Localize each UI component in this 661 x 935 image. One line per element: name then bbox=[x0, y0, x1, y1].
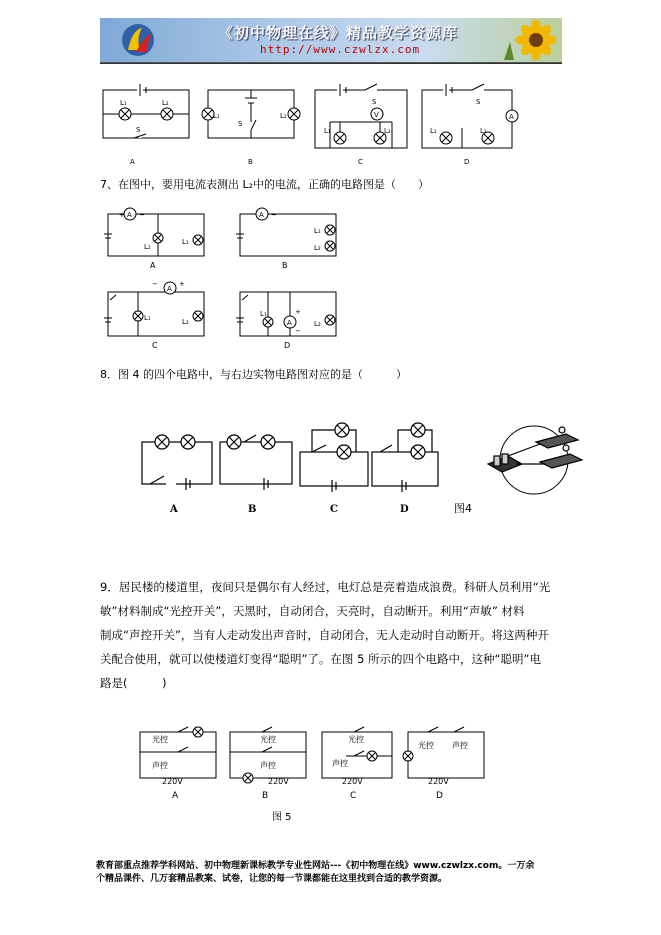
q9-label-a: A bbox=[172, 791, 179, 801]
top-d-l2: L₂ bbox=[480, 127, 487, 135]
q9-line: 路是( ) bbox=[100, 676, 167, 690]
footer-line-1: 教育部重点推荐学科网站、初中物理新课标教学专业性网站---《初中物理在线》www.czwlzx.com。一万余 bbox=[96, 861, 535, 871]
top-c-v: V bbox=[374, 111, 379, 119]
q7-a-l2: L₂ bbox=[144, 243, 151, 251]
q7-a-minus: − bbox=[139, 211, 145, 219]
q7-label-a: A bbox=[150, 261, 156, 270]
top-c-l2: L₂ bbox=[384, 127, 391, 135]
q7-a-l1: L₁ bbox=[182, 238, 189, 246]
question-7-text: 7、在图中，要用电流表测出 L₂中的电流，正确的电路图是（ ） bbox=[100, 178, 430, 191]
q8-caption: 图4 bbox=[454, 502, 472, 515]
sunflower-icon bbox=[496, 20, 556, 60]
top-b-l2: L₂ bbox=[280, 112, 287, 120]
q8-label-a: A bbox=[170, 504, 178, 515]
figure-q8-circuits bbox=[136, 418, 586, 518]
q9-d-volt: 220V bbox=[428, 777, 449, 786]
q9-b-sheng: 声控 bbox=[260, 761, 276, 770]
q7-d-plus: + bbox=[295, 308, 301, 316]
q9-line: 9．居民楼的楼道里，夜间只是偶尔有人经过，电灯总是亮着造成浪费。科研人员利用“光 bbox=[100, 580, 551, 594]
q9-label-c: C bbox=[350, 791, 357, 801]
q7-b-minus: − bbox=[271, 211, 277, 219]
q9-c-sheng: 声控 bbox=[332, 759, 348, 768]
q8-label-c: C bbox=[330, 504, 338, 515]
circuit-d-top bbox=[422, 84, 518, 148]
header-banner bbox=[100, 18, 562, 63]
top-d-l1: L₁ bbox=[430, 127, 437, 135]
q7-c-ammeter: A bbox=[167, 285, 172, 293]
q7-c-plus: + bbox=[179, 280, 185, 288]
q7-b-l2: L₂ bbox=[314, 244, 321, 252]
question-8-text: 8．图 4 的四个电路中，与右边实物电路图对应的是（ ） bbox=[100, 368, 407, 381]
top-b-l1: L₁ bbox=[213, 112, 220, 120]
top-label-d: D bbox=[464, 158, 470, 166]
top-a-l2: L₂ bbox=[162, 99, 169, 107]
top-c-s: S bbox=[372, 98, 377, 106]
top-d-s: S bbox=[476, 98, 481, 106]
header-rule bbox=[100, 63, 562, 64]
figure-top-circuits bbox=[100, 78, 540, 168]
q7-c-l1: L₁ bbox=[144, 314, 151, 322]
q7-d-ammeter: A bbox=[287, 319, 292, 327]
site-logo-icon bbox=[118, 22, 158, 58]
question-9-text bbox=[100, 575, 570, 695]
q7-b-l1: L₁ bbox=[314, 227, 321, 235]
q9-a-guang: 光控 bbox=[152, 735, 168, 744]
q7-label-d: D bbox=[284, 341, 291, 350]
q9-line: 关配合使用，就可以使楼道灯变得“聪明”了。在图 5 所示的四个电路中，这种“聪明”电 bbox=[100, 652, 541, 666]
q7-d-minus: − bbox=[295, 327, 301, 335]
q9-c-volt: 220V bbox=[342, 777, 363, 786]
q9-c-guang: 光控 bbox=[348, 735, 364, 744]
q9-b-guang: 光控 bbox=[260, 735, 276, 744]
figure-q7-circuits bbox=[100, 200, 360, 358]
q7-label-c: C bbox=[152, 341, 158, 350]
q9-caption: 图 5 bbox=[272, 812, 292, 823]
footer-line-2: 个精品课件、几万套精品教案、试卷，让您的每一节课都能在这里找到合适的教学资源。 bbox=[96, 874, 448, 884]
q7-label-b: B bbox=[282, 261, 288, 270]
q7-d-l2: L₂ bbox=[314, 320, 321, 328]
circuit-c-top bbox=[315, 84, 407, 148]
q7-b-ammeter: A bbox=[259, 211, 264, 219]
q9-d-guang: 光控 bbox=[418, 741, 434, 750]
q8-label-d: D bbox=[400, 504, 409, 515]
q9-a-volt: 220V bbox=[162, 777, 183, 786]
figure-q9-circuits bbox=[136, 722, 496, 832]
q9-line: 制成“声控开关”，当有人走动发出声音时，自动闭合，无人走动时自动断开。将这两种开 bbox=[100, 628, 549, 642]
top-d-a: A bbox=[509, 113, 514, 121]
top-label-a: A bbox=[130, 158, 135, 166]
circuit-a-top bbox=[103, 84, 189, 138]
top-a-l1: L₁ bbox=[120, 99, 127, 107]
q7-d-l1: L₁ bbox=[260, 310, 267, 318]
q7-a-ammeter: A bbox=[127, 211, 132, 219]
q9-line: 敏”材料制成“光控开关”，天黑时，自动闭合，天亮时，自动断开。利用“声敏” 材料 bbox=[100, 604, 525, 618]
q9-b-volt: 220V bbox=[268, 777, 289, 786]
q9-d-sheng: 声控 bbox=[452, 741, 468, 750]
top-label-c: C bbox=[358, 158, 363, 166]
top-b-s: S bbox=[238, 120, 243, 128]
top-label-b: B bbox=[248, 158, 253, 166]
q9-label-d: D bbox=[436, 791, 443, 801]
q7-c-l2: L₂ bbox=[182, 318, 189, 326]
q7-a-plus: + bbox=[119, 211, 125, 219]
top-a-s: S bbox=[136, 126, 141, 134]
q9-label-b: B bbox=[262, 791, 269, 801]
q8-label-b: B bbox=[248, 504, 257, 515]
q9-a-sheng: 声控 bbox=[152, 761, 168, 770]
page-footer bbox=[96, 860, 576, 886]
top-c-l1: L₁ bbox=[324, 127, 331, 135]
header-url[interactable]: http://www.czwlzx.com bbox=[260, 43, 421, 56]
physical-circuit-picture bbox=[488, 426, 582, 494]
q7-c-minus: − bbox=[152, 280, 158, 288]
header-title: 《初中物理在线》精品教学资源库 bbox=[218, 24, 459, 42]
